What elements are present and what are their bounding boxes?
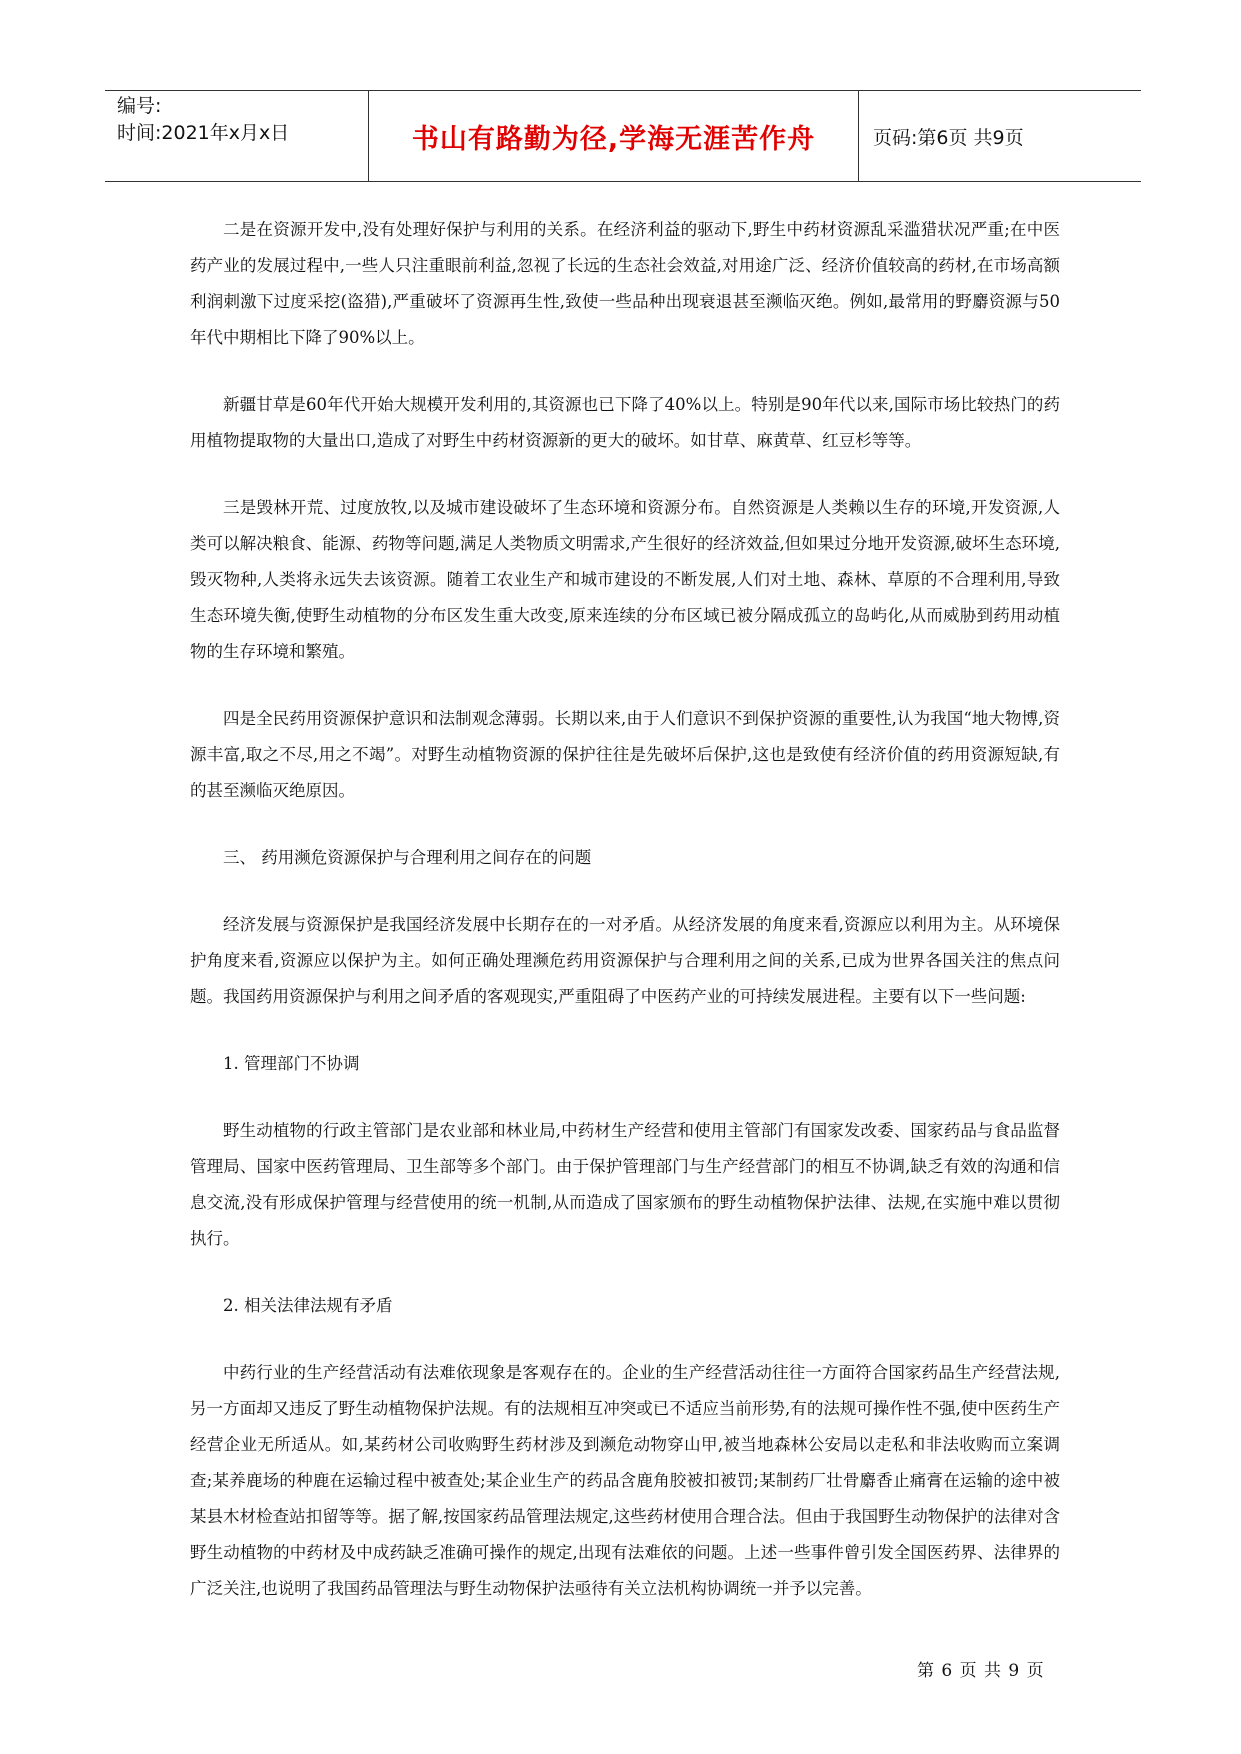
- paragraph: 野生动植物的行政主管部门是农业部和林业局,中药材生产经营和使用主管部门有国家发改委、国家药品与食品监督管理局、国家中医药管理局、卫生部等多个部门。由于保护管理部门与生产经营部门的相互不协调,缺乏有效的沟通和信息交流,没有形成保护管理与经营使用的统一机制,从而造成了国家颁布的野生动植物保护法律、法规,在实施中难以贯彻执行。: [190, 1121, 1060, 1248]
- header-motto: 书山有路勤为径,学海无涯苦作舟: [369, 91, 859, 181]
- subsection-heading: 2. 相关法律法规有矛盾: [223, 1296, 393, 1315]
- time-label: 时间:2021年x月x日: [117, 122, 290, 144]
- subsection-heading: 1. 管理部门不协调: [223, 1054, 360, 1073]
- paragraph: 中药行业的生产经营活动有法难依现象是客观存在的。企业的生产经营活动往往一方面符合国家药品生产经营法规,另一方面却又违反了野生动植物保护法规。有的法规相互冲突或已不适应当前形势,有的法规可操作性不强,使中医药生产经营企业无所适从。如,某药材公司收购野生药材涉及到濒危动物穿山甲,被当地森林公安局以走私和非法收购而立案调查;某养鹿场的种鹿在运输过程中被查处;某企业生产的药品含鹿角胶被扣被罚;某制药厂壮骨麝香止痛膏在运输的途中被某县木材检查站扣留等等。据了解,按国家药品管理法规定,这些药材使用合理合法。但由于我国野生动物保护的法律对含野生动植物的中药材及中成药缺乏准确可操作的规定,出现有法难依的问题。上述一些事件曾引发全国医药界、法律界的广泛关注,也说明了我国药品管理法与野生动物保护法亟待有关立法机构协调统一并予以完善。: [190, 1363, 1060, 1598]
- paragraph: 三是毁林开荒、过度放牧,以及城市建设破坏了生态环境和资源分布。自然资源是人类赖以生存的环境,开发资源,人类可以解决粮食、能源、药物等问题,满足人类物质文明需求,产生很好的经济效益,但如果过分地开发资源,破坏生态环境,毁灭物种,人类将永远失去该资源。随着工农业生产和城市建设的不断发展,人们对土地、森林、草原的不合理利用,导致生态环境失衡,使野生动植物的分布区发生重大改变,原来连续的分布区域已被分隔成孤立的岛屿化,从而威胁到药用动植物的生存环境和繁殖。: [190, 498, 1060, 661]
- section-heading: 三、 药用濒危资源保护与合理利用之间存在的问题: [223, 848, 592, 867]
- paragraph: 二是在资源开发中,没有处理好保护与利用的关系。在经济利益的驱动下,野生中药材资源乱采滥猎状况严重;在中医药产业的发展过程中,一些人只注重眼前利益,忽视了长远的生态社会效益,对用途广泛、经济价值较高的药材,在市场高额利润刺激下过度采挖(盗猎),严重破坏了资源再生性,致使一些品种出现衰退甚至濒临灭绝。例如,最常用的野麝资源与50年代中期相比下降了90%以上。: [190, 220, 1060, 347]
- header-meta: [105, 91, 369, 181]
- document-body: [190, 212, 1060, 1638]
- paragraph: 四是全民药用资源保护意识和法制观念薄弱。长期以来,由于人们意识不到保护资源的重要性,认为我国“地大物博,资源丰富,取之不尽,用之不竭”。对野生动植物资源的保护往往是先破坏后保护,这也是致使有经济价值的药用资源短缺,有的甚至濒临灭绝原因。: [190, 709, 1060, 800]
- page-footer: 第 6 页 共 9 页: [917, 1661, 1045, 1681]
- paragraph: 经济发展与资源保护是我国经济发展中长期存在的一对矛盾。从经济发展的角度来看,资源应以利用为主。从环境保护角度来看,资源应以保护为主。如何正确处理濒危药用资源保护与合理利用之间的关系,已成为世界各国关注的焦点问题。我国药用资源保护与利用之间矛盾的客观现实,严重阻碍了中医药产业的可持续发展进程。主要有以下一些问题:: [190, 915, 1060, 1006]
- document-header: [105, 90, 1141, 182]
- number-label: 编号:: [117, 95, 162, 117]
- paragraph: 新疆甘草是60年代开始大规模开发利用的,其资源也已下降了40%以上。特别是90年代以来,国际市场比较热门的药用植物提取物的大量出口,造成了对野生中药材资源新的更大的破坏。如甘草、麻黄草、红豆杉等等。: [190, 395, 1060, 450]
- header-page-info: 页码:第6页 共9页: [873, 126, 1024, 149]
